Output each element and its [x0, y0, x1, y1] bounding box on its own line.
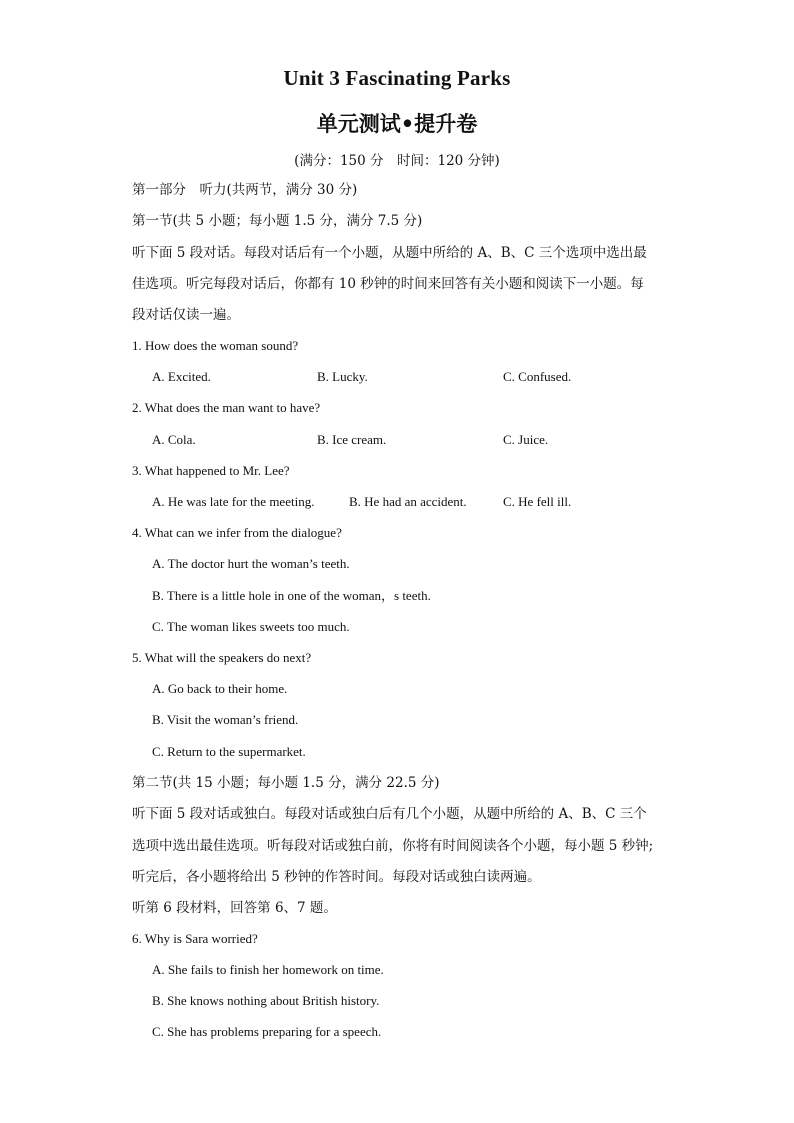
section2-heading: 第二节(共 15 小题；每小题 1.5 分，满分 22.5 分): [132, 775, 440, 791]
question-stem: 4. What can we infer from the dialogue?: [132, 525, 342, 540]
question-option: A. He was late for the meeting.: [152, 494, 315, 509]
material-note: 听第 6 段材料，回答第 6、7 题。: [132, 900, 337, 916]
section1-instruction-line: 听下面 5 段对话。每段对话后有一个小题，从题中所给的 A、B、C 三个选项中选出最: [132, 245, 647, 261]
section2-instruction-line: 听下面 5 段对话或独白。每段对话或独白后有几个小题，从题中所给的 A、B、C 三个: [132, 806, 647, 822]
exam-meta: (满分：150 分 时间：120 分钟): [294, 153, 500, 169]
question-option: B. He had an accident.: [349, 494, 467, 509]
question-stem: 1. How does the woman sound?: [132, 338, 299, 353]
question-stem: 2. What does the man want to have?: [132, 400, 321, 415]
question-option: B. Ice cream.: [317, 432, 387, 447]
document-subtitle: 单元测试•提升卷: [316, 111, 478, 136]
question-option: C. The woman likes sweets too much.: [152, 619, 350, 634]
section1-instruction-line: 佳选项。听完每段对话后，你都有 10 秒钟的时间来回答有关小题和阅读下一小题。每: [132, 276, 644, 292]
question-option: A. Excited.: [152, 369, 211, 384]
question-option: A. The doctor hurt the woman’s teeth.: [152, 556, 350, 571]
question-option: B. She knows nothing about British history.: [152, 993, 380, 1008]
document-title: Unit 3 Fascinating Parks: [283, 66, 511, 90]
question-option: C. She has problems preparing for a speech.: [152, 1024, 382, 1039]
question-option: B. Lucky.: [317, 369, 368, 384]
question-option: B. There is a little hole in one of the woman，s teeth.: [152, 588, 431, 603]
question-stem: 5. What will the speakers do next?: [132, 650, 312, 665]
question-option: C. He fell ill.: [503, 494, 572, 509]
question-stem: 6. Why is Sara worried?: [132, 931, 258, 946]
question-option: A. Cola.: [152, 432, 196, 447]
section1-instruction-line: 段对话仅读一遍。: [132, 307, 240, 323]
question-option: C. Confused.: [503, 369, 572, 384]
question-option: C. Juice.: [503, 432, 549, 447]
part1-heading: 第一部分 听力(共两节，满分 30 分): [132, 182, 358, 198]
section1-heading: 第一节(共 5 小题；每小题 1.5 分，满分 7.5 分): [132, 213, 423, 229]
section2-instruction-line: 选项中选出最佳选项。听每段对话或独白前，你将有时间阅读各个小题，每小题 5 秒钟;: [132, 838, 654, 854]
question-option: B. Visit the woman’s friend.: [152, 712, 299, 727]
question-stem: 3. What happened to Mr. Lee?: [132, 463, 290, 478]
question-option: A. She fails to finish her homework on time.: [152, 962, 384, 977]
question-option: C. Return to the supermarket.: [152, 744, 306, 759]
section2-instruction-line: 听完后，各小题将给出 5 秒钟的作答时间。每段对话或独白读两遍。: [132, 869, 541, 885]
question-option: A. Go back to their home.: [152, 681, 288, 696]
